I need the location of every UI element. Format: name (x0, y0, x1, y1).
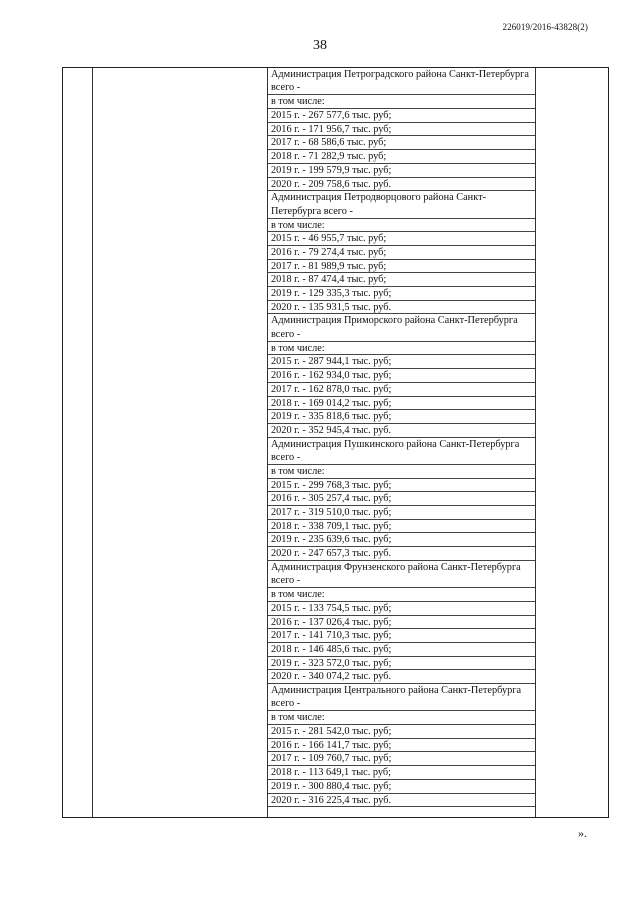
year-row: 2016 г. - 162 934,0 тыс. руб; (268, 369, 535, 383)
year-row: 2019 г. - 129 335,3 тыс. руб; (268, 287, 535, 301)
year-row: 2019 г. - 235 639,6 тыс. руб; (268, 533, 535, 547)
section-heading-row (268, 438, 535, 465)
budget-table (62, 67, 609, 818)
year-row: 2017 г. - 162 878,0 тыс. руб; (268, 383, 535, 397)
subheading-row: в том числе: (268, 465, 535, 479)
section-heading: Администрация Петродворцового района Санкт-Петербурга всего - (271, 192, 486, 217)
section-heading-row (268, 68, 535, 95)
year-row: 2018 г. - 113 649,1 тыс. руб; (268, 766, 535, 780)
year-row: 2018 г. - 87 474,4 тыс. руб; (268, 273, 535, 287)
year-row: 2018 г. - 338 709,1 тыс. руб; (268, 520, 535, 534)
document-id: 226019/2016-43828(2) (502, 22, 588, 32)
year-row: 2016 г. - 305 257,4 тыс. руб; (268, 492, 535, 506)
year-row: 2019 г. - 323 572,0 тыс. руб; (268, 657, 535, 671)
year-row: 2019 г. - 335 818,6 тыс. руб; (268, 410, 535, 424)
year-row: 2020 г. - 340 074,2 тыс. руб. (268, 670, 535, 684)
year-row: 2016 г. - 171 956,7 тыс. руб; (268, 123, 535, 137)
section-heading-row (268, 561, 535, 588)
section-heading-row (268, 314, 535, 341)
subheading-row: в том числе: (268, 95, 535, 109)
year-row: 2020 г. - 316 225,4 тыс. руб. (268, 794, 535, 808)
year-row: 2015 г. - 133 754,5 тыс. руб; (268, 602, 535, 616)
table-body (268, 68, 535, 807)
section-heading-row (268, 684, 535, 711)
year-row: 2015 г. - 299 768,3 тыс. руб; (268, 479, 535, 493)
year-row: 2020 г. - 135 931,5 тыс. руб. (268, 301, 535, 315)
year-row: 2015 г. - 287 944,1 тыс. руб; (268, 355, 535, 369)
year-row: 2017 г. - 109 760,7 тыс. руб; (268, 752, 535, 766)
column-divider (92, 68, 93, 817)
year-row: 2018 г. - 71 282,9 тыс. руб; (268, 150, 535, 164)
subheading-row: в том числе: (268, 342, 535, 356)
year-row: 2020 г. - 209 758,6 тыс. руб. (268, 178, 535, 192)
subheading-row: в том числе: (268, 219, 535, 233)
year-row: 2015 г. - 46 955,7 тыс. руб; (268, 232, 535, 246)
subheading-row: в том числе: (268, 711, 535, 725)
year-row: 2018 г. - 169 014,2 тыс. руб; (268, 397, 535, 411)
year-row: 2020 г. - 247 657,3 тыс. руб. (268, 547, 535, 561)
year-row: 2018 г. - 146 485,6 тыс. руб; (268, 643, 535, 657)
year-row: 2020 г. - 352 945,4 тыс. руб. (268, 424, 535, 438)
year-row: 2016 г. - 166 141,7 тыс. руб; (268, 739, 535, 753)
section-heading: Администрация Приморского района Санкт-Петербурга всего - (271, 315, 518, 340)
year-row: 2017 г. - 68 586,6 тыс. руб; (268, 136, 535, 150)
closing-quote-mark: ». (578, 826, 587, 840)
year-row: 2016 г. - 137 026,4 тыс. руб; (268, 616, 535, 630)
section-heading: Администрация Петроградского района Санкт-Петербурга всего - (271, 69, 529, 94)
year-row: 2015 г. - 281 542,0 тыс. руб; (268, 725, 535, 739)
year-row: 2017 г. - 141 710,3 тыс. руб; (268, 629, 535, 643)
year-row: 2019 г. - 199 579,9 тыс. руб; (268, 164, 535, 178)
section-heading: Администрация Фрунзенского района Санкт-Петербурга всего - (271, 561, 521, 587)
section-heading: Администрация Центрального района Санкт-Петербурга всего - (271, 685, 522, 710)
year-row: 2015 г. - 267 577,6 тыс. руб; (268, 109, 535, 123)
year-row: 2017 г. - 81 989,9 тыс. руб; (268, 260, 535, 274)
section-heading-row (268, 191, 535, 218)
year-row: 2016 г. - 79 274,4 тыс. руб; (268, 246, 535, 260)
year-row: 2019 г. - 300 880,4 тыс. руб; (268, 780, 535, 794)
section-heading: Администрация Пушкинского района Санкт-Петербурга всего - (271, 438, 520, 464)
page-number: 38 (313, 38, 327, 53)
subheading-row: в том числе: (268, 588, 535, 602)
year-row: 2017 г. - 319 510,0 тыс. руб; (268, 506, 535, 520)
column-divider (535, 68, 536, 817)
